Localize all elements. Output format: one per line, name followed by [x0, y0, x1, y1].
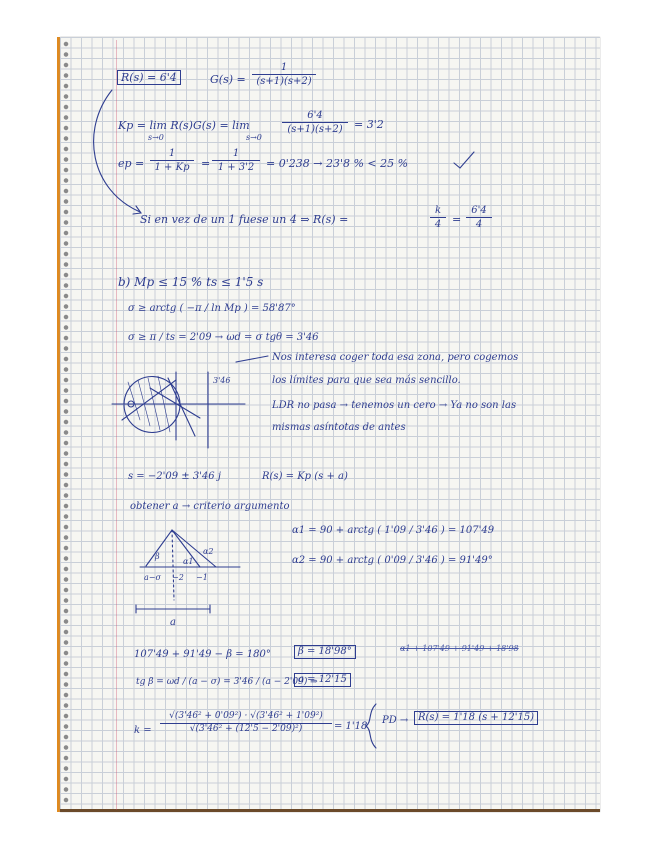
- diag-a: a: [170, 617, 176, 628]
- obtain-line: obtener a → criterio argumento: [130, 501, 290, 512]
- k-denominator: √(3'46² + (12'5 − 2'09)²): [189, 723, 303, 734]
- diag-alpha1: α1: [183, 557, 194, 566]
- note-f2-den: 4: [475, 219, 483, 230]
- ep-eq: =: [201, 157, 211, 170]
- beta-sum-line: 107'49 + 91'49 − β = 180°: [134, 649, 271, 660]
- sigma-arctg-line: σ ≥ arctg ( −π / ln Mp ) = 58'87°: [128, 303, 296, 314]
- alpha2-line: α2 = 90 + arctg ( 0'09 / 3'46 ) = 91'49°: [292, 555, 493, 566]
- final-r-box: R(s) = 1'18 (s + 12'15): [414, 711, 538, 725]
- diag-beta: β: [155, 552, 160, 561]
- note-f1-den: 4: [434, 219, 442, 230]
- kp-result: = 3'2: [354, 118, 384, 131]
- r-form-line: R(s) = Kp (s + a): [262, 471, 348, 482]
- kp-limit-sub-2: s→0: [246, 133, 262, 142]
- note-vez-text: Si en vez de un 1 fuese un 4 ⇒ R(s) =: [140, 213, 349, 226]
- kp-numerator: 6'4: [307, 110, 323, 121]
- kp-denominator: (s+1)(s+2): [287, 124, 343, 135]
- ep-f1-den: 1 + Kp: [154, 162, 190, 173]
- s-poles-line: s = −2'09 ± 3'46 j: [128, 471, 221, 482]
- diag-minus1: −1: [196, 573, 208, 582]
- diag-minus2: −2: [172, 573, 184, 582]
- ep-label: ep =: [118, 157, 145, 170]
- g-numerator: 1: [280, 62, 288, 73]
- comment-line-3: LDR no pasa → tenemos un cero → Ya no son las: [272, 400, 517, 411]
- kp-line: Kp = lim R(s)G(s) = lim: [118, 119, 250, 132]
- note-f1-num: k: [434, 205, 442, 216]
- ep-f1-num: 1: [168, 148, 176, 159]
- a-box: a = 12'15: [294, 673, 351, 687]
- g-denominator: (s+1)(s+2): [256, 76, 312, 87]
- k-label: k =: [134, 725, 152, 736]
- beta-box: β = 18'98°: [294, 645, 356, 659]
- k-numerator: √(3'46² + 0'09²) · √(3'46² + 1'09²): [169, 711, 323, 721]
- ep-result: = 0'238 → 23'8 % < 25 %: [266, 157, 409, 170]
- scribble-note: α1 + 107'49 + 91'49 + 18'98: [400, 644, 519, 653]
- part-b-heading: b) Mp ≤ 15 % ts ≤ 1'5 s: [118, 275, 264, 289]
- ep-f2-num: 1: [232, 148, 240, 159]
- comment-line-2: los límites para que sea más sencillo.: [272, 375, 461, 386]
- sigma-ts-line: σ ≥ π / ts = 2'09 → ωd = σ tgθ = 3'46: [128, 332, 319, 343]
- comment-line-4: mismas asíntotas de antes: [272, 422, 406, 433]
- note-f2-num: 6'4: [471, 205, 487, 216]
- alpha1-line: α1 = 90 + arctg ( 1'09 / 3'46 ) = 107'49: [292, 525, 495, 536]
- diag-alpha2: α2: [203, 547, 214, 556]
- ep-f2-den: 1 + 3'2: [217, 162, 255, 173]
- tg-beta-line: tg β = ωd / (a − σ) = 3'46 / (a − 2'09) ⇒: [136, 677, 318, 687]
- g-label: G(s) =: [210, 73, 246, 86]
- pd-label: PD →: [382, 715, 409, 726]
- diag-a-sigma: a−σ: [144, 573, 161, 582]
- note-eq: =: [452, 213, 462, 226]
- comment-line-1: Nos interesa coger toda esa zona, pero cogemos: [272, 352, 519, 363]
- r-box: R(s) = 6'4: [117, 70, 181, 85]
- plot-wd-label: 3'46: [213, 376, 231, 385]
- k-result: = 1'18: [334, 721, 368, 732]
- kp-limit-sub-1: s→0: [148, 133, 164, 142]
